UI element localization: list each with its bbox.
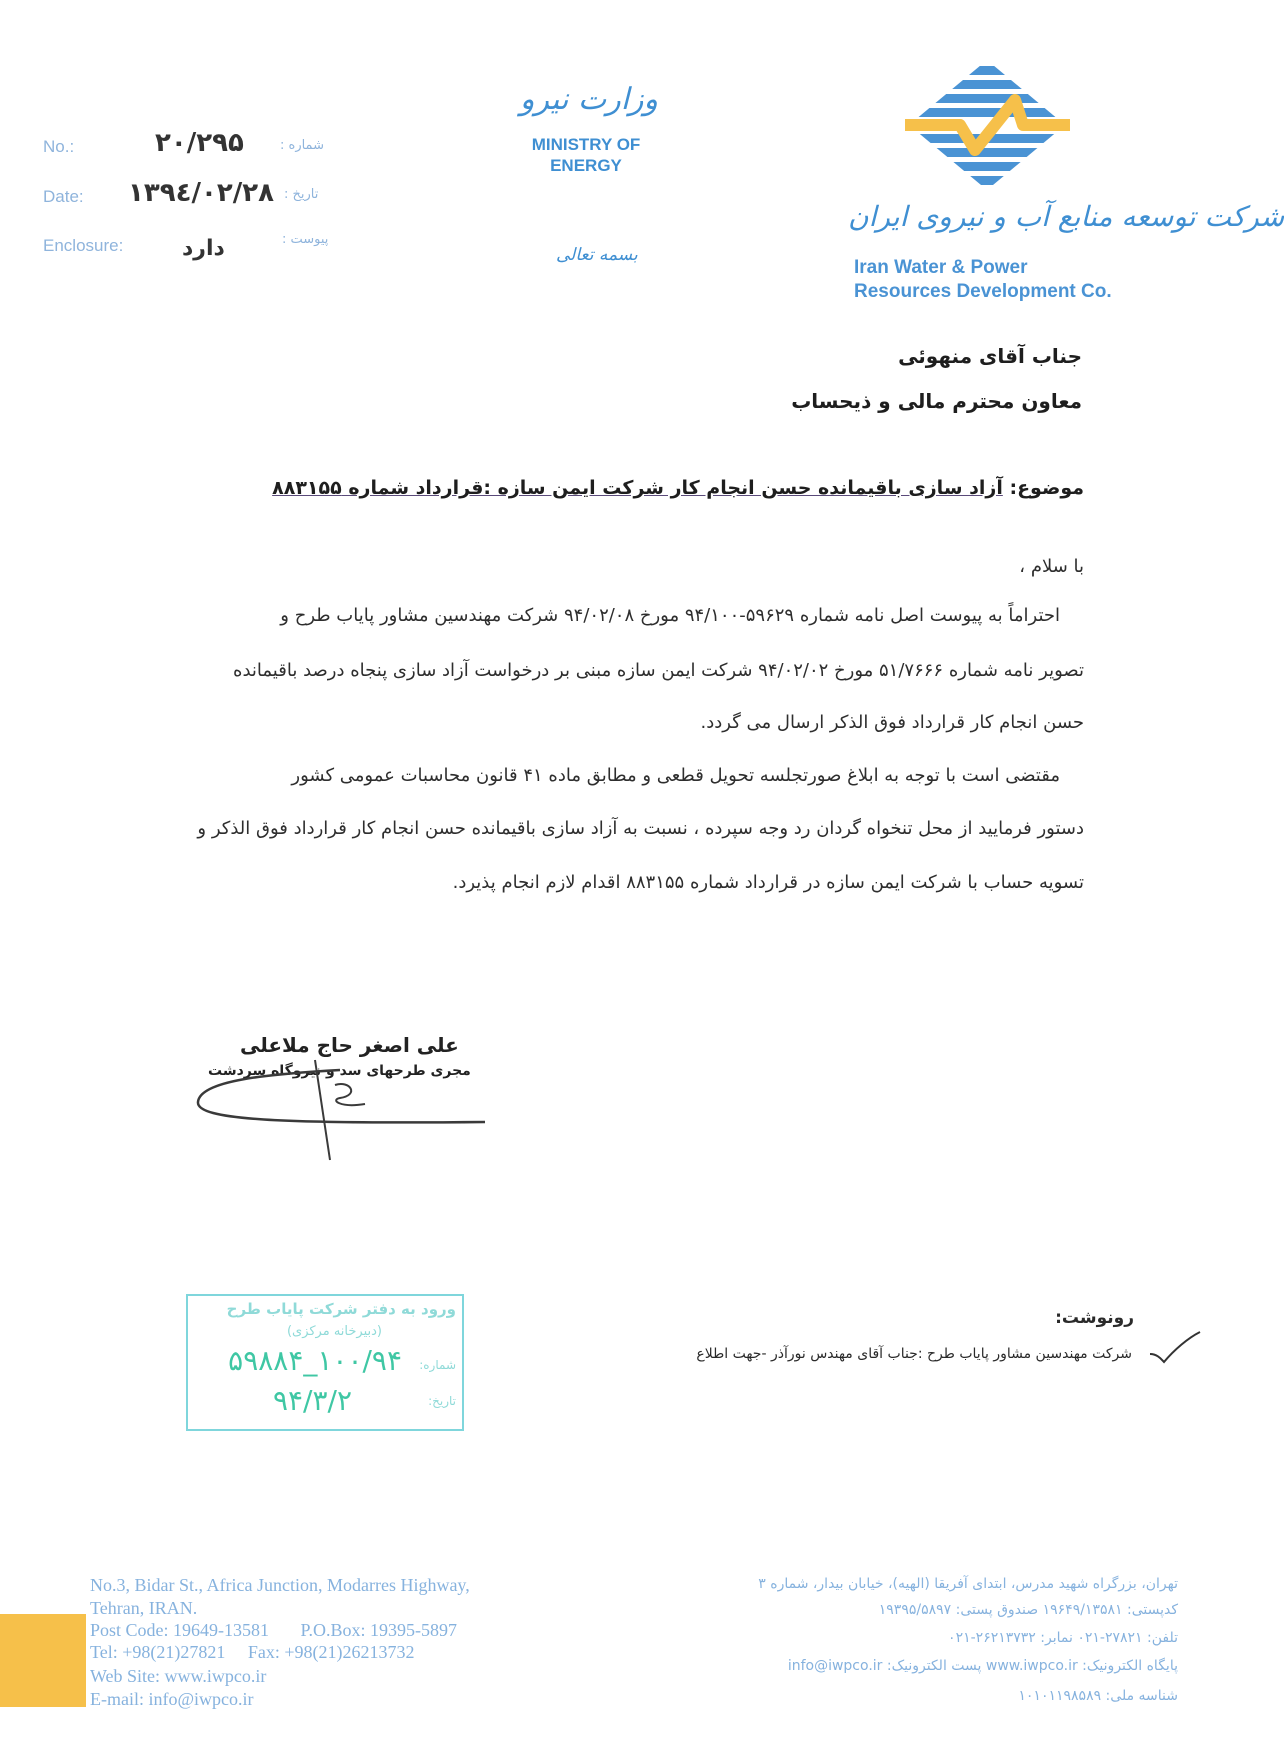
signatory-name: علی اصغر حاج ملاعلی: [240, 1033, 459, 1057]
invocation: بسمه تعالی: [556, 245, 638, 265]
body-line: تسویه حساب با شرکت ایمن سازه در قرارداد شماره ۸۸۳۱۵۵ اقدام لازم انجام پذیرد.: [452, 872, 1084, 893]
ministry-name-en-line2: ENERGY: [550, 156, 622, 175]
date-label-en: Date:: [43, 187, 84, 206]
footer-fa-line: پایگاه الکترونیک: www.iwpco.ir پست الکترونیک: info@iwpco.ir: [787, 1658, 1178, 1674]
stamp-number-label: شماره:: [419, 1358, 456, 1372]
footer-fa-line: کدپستی: ۱۹۶۴۹/۱۳۵۸۱ صندوق پستی: ۱۹۳۹۵/۵۸۹۷: [878, 1602, 1178, 1618]
ministry-name-en-line1: MINISTRY OF: [531, 135, 641, 154]
body-line: تصویر نامه شماره ۵۱/۷۶۶۶ مورخ ۹۴/۰۲/۰۲ شرکت ایمن سازه مبنی بر درخواست آزاد سازی پنجاه درصد باقیمانده: [233, 660, 1084, 681]
body-line: احتراماً به پیوست اصل نامه شماره ۵۹۶۲۹-۹۴/۱۰۰ مورخ ۹۴/۰۲/۰۸ شرکت مهندسین مشاور پایاب طرح و: [280, 605, 1060, 626]
enclosure-label-fa: پیوست :: [282, 232, 329, 247]
company-name-en: [854, 256, 1112, 304]
addressee-name: جناب آقای منهوئی: [898, 344, 1082, 368]
footer-en-line: Post Code: 19649-13581 P.O.Box: 19395-5897: [90, 1620, 458, 1640]
date-value: ۱۳۹٤/۰۲/۲۸: [128, 178, 274, 208]
company-name-en-line2: Resources Development Co.: [854, 281, 1112, 302]
company-name-fa: شرکت توسعه منابع آب و نیروی ایران: [848, 200, 1284, 233]
enclosure-value: دارد: [182, 236, 225, 261]
body-line: مقتضی است با توجه به ابلاغ صورتجلسه تحویل قطعی و مطابق ماده ۴۱ قانون محاسبات عمومی کشور: [291, 765, 1060, 786]
stamp-date-value: ۹۴/۳/۲: [272, 1384, 352, 1417]
ministry-name-en: [506, 134, 666, 176]
checkmark-icon: [1148, 1330, 1202, 1366]
subject-text: آزاد سازی باقیمانده حسن انجام کار شرکت ایمن سازه :قرارداد شماره ۸۸۳۱۵۵: [272, 477, 1003, 499]
addressee-title: معاون محترم مالی و ذیحساب: [791, 389, 1082, 413]
footer-en-line: Tehran, IRAN.: [90, 1598, 198, 1618]
number-label-fa: شماره :: [280, 138, 324, 153]
footer-en-line: Web Site: www.iwpco.ir: [90, 1666, 267, 1686]
footer-fa-line: تهران، بزرگراه شهید مدرس، ابتدای آفریقا (الهیه)، خیابان بیدار، شماره ۳: [758, 1576, 1178, 1592]
footer-accent-bar: [0, 1614, 86, 1707]
ministry-name-fa: وزارت نیرو: [520, 82, 659, 117]
subject-line: [272, 477, 1084, 499]
company-logo-mark-icon: [905, 60, 1070, 190]
stamp-number-value: ۱۰۰/۹۴_۵۹۸۸۴: [228, 1344, 402, 1377]
footer-fa-line: شناسه ملی: ۱۰۱۰۱۱۹۸۵۸۹: [1018, 1688, 1178, 1704]
body-line: دستور فرمایید از محل تنخواه گردان رد وجه سپرده ، نسبت به آزاد سازی باقیمانده حسن انجام کار قرارداد فوق الذکر و: [197, 818, 1084, 839]
receipt-stamp: [186, 1294, 464, 1431]
greeting: با سلام ،: [1019, 556, 1084, 577]
number-value: ۲۰/۲۹۵: [155, 128, 244, 158]
footer-fa-line: تلفن: ۲۷۸۲۱-۰۲۱ نمابر: ۲۶۲۱۳۷۳۲-۰۲۱: [948, 1630, 1178, 1646]
stamp-line1: ورود به دفتر شرکت پایاب طرح: [226, 1300, 456, 1318]
footer-en-line: Tel: +98(21)27821 Fax: +98(21)26213732: [90, 1642, 415, 1662]
number-label-en: No.:: [43, 137, 75, 156]
signatory-title: مجری طرحهای سد و نیروگاه سردشت: [208, 1063, 471, 1079]
stamp-date-label: تاریخ:: [428, 1394, 456, 1408]
footer-en-line: No.3, Bidar St., Africa Junction, Modarres Highway,: [90, 1575, 470, 1595]
stamp-line2: (دبیرخانه مرکزی): [286, 1324, 382, 1339]
date-label-fa: تاریخ :: [284, 187, 319, 202]
subject-label: موضوع:: [1009, 477, 1084, 499]
handwritten-signature-icon: [190, 1060, 490, 1160]
body-line: حسن انجام کار قرارداد فوق الذکر ارسال می گردد.: [700, 712, 1084, 733]
footer-en-line: E-mail: info@iwpco.ir: [90, 1689, 254, 1709]
cc-heading: رونوشت:: [1055, 1308, 1134, 1328]
enclosure-label-en: Enclosure:: [43, 236, 124, 255]
cc-recipient: شرکت مهندسین مشاور پایاب طرح :جناب آقای مهندس نورآذر -جهت اطلاع: [696, 1346, 1132, 1362]
company-name-en-line1: Iran Water & Power: [854, 257, 1028, 278]
